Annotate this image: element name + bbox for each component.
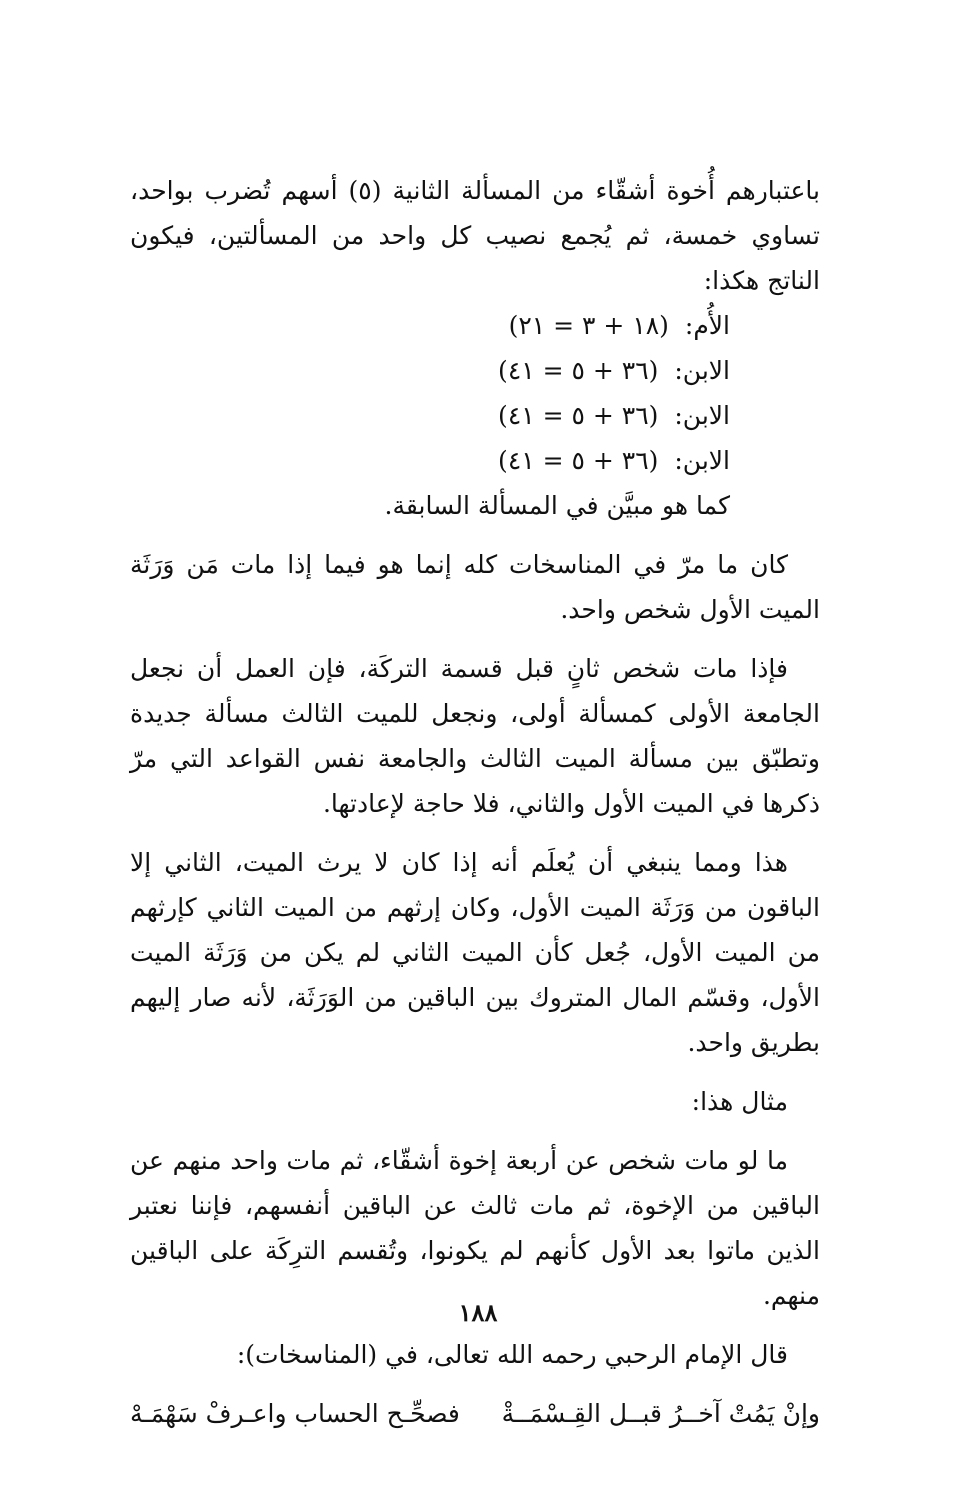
paragraph-3: كان ما مرّ في المناسخات كله إنما هو فيما إذا مات مَن وَرَثَة الميت الأول شخص واحد. [130,550,820,624]
equation-line [130,303,730,348]
equation-expression: (٣٦ + ٥ = ٤١) [498,401,659,430]
equation-note: كما هو مبيَّن في المسألة السابقة. [384,491,730,520]
equation-line [130,348,730,393]
page-number: ١٨٨ [458,1298,498,1327]
equation-label: الابن: [674,446,730,475]
equation-line [130,393,730,438]
equation-expression: (٣٦ + ٥ = ٤١) [498,356,659,385]
equation-label: الابن: [674,356,730,385]
poem-first-hemistich: وإنْ يَمُتْ آخــرُ قبــل القِـسْمَــةْ [501,1399,820,1428]
paragraph-4: فإذا مات شخص ثانٍ قبل قسمة التركَة، فإن العمل أن نجعل الجامعة الأولى كمسألة أولى، ونجعل للميت الثالث مسألة جديدة وتطبّق بين مسألة الميت الثالث والجامعة نفس القواعد التي مرّ ذكرها في الميت الأول والثاني، فلا حاجة لإعادتها. [130,654,820,818]
paragraph-5: هذا ومما ينبغي أن يُعلَم أنه إذا كان لا يرث الميت، الثاني إلا الباقون من وَرَثَة الميت الأول، وكان إرثهم من الميت الثاني كإرثهم من الميت الأول، جُعل كأن الميت الثاني لم يكن من وَرَثَة الميت الأول، وقسّم المال المتروك بين الباقين من الوَرَثَة، لأنه صار إليهم بطريق واحد. [130,848,820,1057]
poem-second-hemistich: فصحِّـح الحساب واعـرفْ سَهْمَـهْ [130,1399,460,1428]
paragraph-1: باعتبارهم أُخوة أشقّاء من المسألة الثانية (٥) أسهم تُضرب بواحد، تساوي خمسة، ثم يُجمع نصيب كل واحد من المسألتين، فيكون الناتج هكذا: [130,176,820,295]
paragraph-8: قال الإمام الرحبي رحمه الله تعالى، في (المناسخات): [236,1340,788,1369]
equation-expression: (٣٦ + ٥ = ٤١) [498,446,659,475]
equation-label: الأُم: [684,311,730,340]
paragraph-6: مثال هذا: [691,1087,788,1116]
equation-label: الابن: [674,401,730,430]
poem-verse [130,1391,820,1436]
paragraph-7: ما لو مات شخص عن أربعة إخوة أشقّاء، ثم مات واحد منهم عن الباقين من الإخوة، ثم مات ثالث عن الباقين أنفسهم، فإننا نعتبر الذين ماتوا بعد الأول كأنهم لم يكونوا، وتُقسم الترِكَة على الباقين منهم. [130,1146,820,1310]
equation-expression: (١٨ + ٣ = ٢١) [508,311,669,340]
equation-line [130,438,730,483]
page-body [130,168,820,1436]
equations-block [130,303,820,528]
